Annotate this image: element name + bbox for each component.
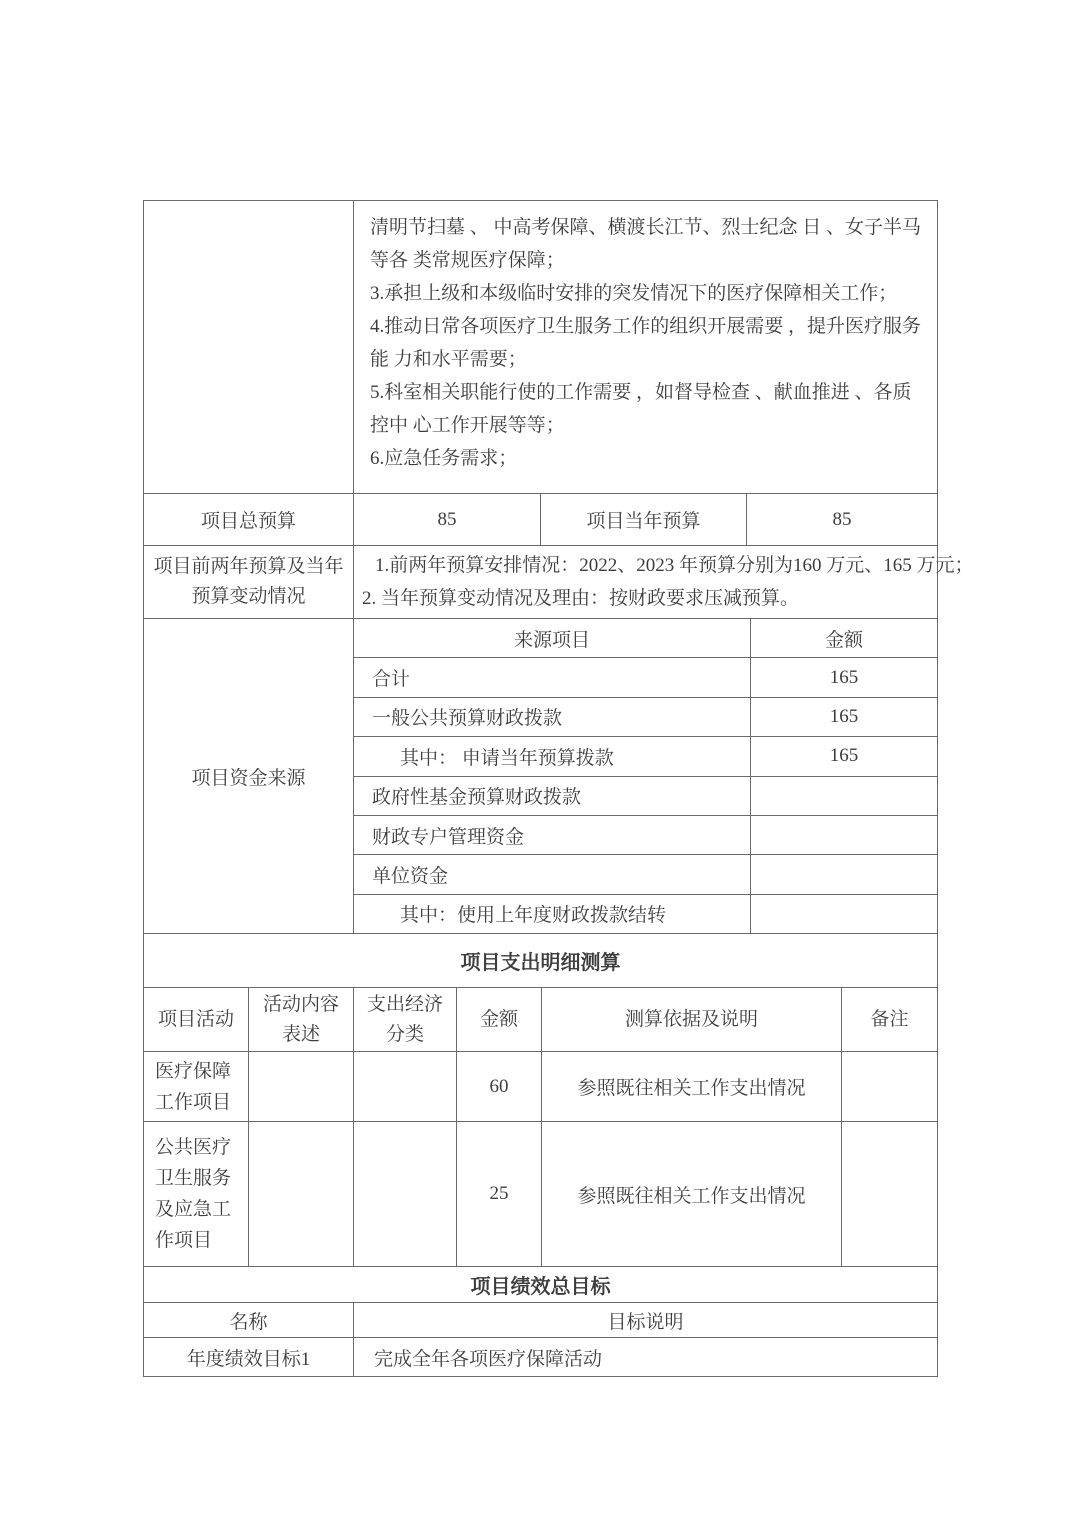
funding-row-name: 其中： 申请当年预算拨款 bbox=[400, 747, 614, 769]
expense-amount: 60 bbox=[456, 1052, 541, 1121]
funding-source-header: 来源项目 bbox=[513, 629, 590, 651]
funding-row-amount bbox=[750, 816, 937, 854]
funding-row-amount bbox=[750, 895, 937, 933]
funding-row-amount: 165 bbox=[750, 737, 937, 775]
funding-section bbox=[144, 618, 937, 933]
expense-header-amount: 金额 bbox=[456, 988, 541, 1051]
overview-line-1: 清明节扫墓 、 中高考保障、横渡长江节、烈士纪念 日 、女子半马等各 类常规医疗保障； bbox=[370, 217, 922, 271]
current-year-budget-label: 项目当年预算 bbox=[540, 494, 746, 545]
expense-basis: 参照既往相关工作支出情况 bbox=[541, 1122, 841, 1266]
funding-row-name: 政府性基金预算财政拨款 bbox=[372, 787, 582, 809]
funding-header-row bbox=[354, 619, 937, 657]
expense-note-cell bbox=[841, 1122, 937, 1266]
budget-document-table bbox=[143, 200, 974, 1377]
expense-basis: 参照既往相关工作支出情况 bbox=[541, 1052, 841, 1121]
expense-category-cell bbox=[353, 1052, 456, 1121]
expense-activity: 医疗保障工作项目 bbox=[155, 1060, 232, 1113]
overview-line-4: 5.科室相关职能行使的工作需要 ，如督导检查 、献血推进 、各质控中 心工作开展等等； bbox=[370, 382, 912, 436]
overview-label-cell-empty bbox=[144, 201, 353, 493]
funding-row-total bbox=[354, 657, 937, 696]
total-budget-value: 85 bbox=[353, 494, 540, 545]
overview-row bbox=[144, 201, 937, 493]
total-budget-label: 项目总预算 bbox=[200, 511, 296, 532]
performance-title-row bbox=[144, 1266, 937, 1302]
expense-amount: 25 bbox=[456, 1122, 541, 1266]
prior-budget-label bbox=[144, 546, 353, 618]
expense-content-cell bbox=[248, 1122, 353, 1266]
funding-row-name: 财政专户管理资金 bbox=[372, 826, 525, 848]
expense-header-row bbox=[144, 987, 937, 1051]
funding-section-label: 项目资金来源 bbox=[191, 767, 306, 789]
funding-row-general-public bbox=[354, 697, 937, 736]
funding-row-name: 其中：使用上年度财政拨款结转 bbox=[400, 905, 667, 927]
expense-row-medical-support bbox=[144, 1051, 937, 1121]
funding-subtable bbox=[353, 619, 937, 933]
funding-row-amount: 165 bbox=[750, 698, 937, 736]
funding-amount-header: 金额 bbox=[750, 619, 937, 657]
funding-row-government-fund bbox=[354, 776, 937, 815]
funding-row-unit-funds bbox=[354, 854, 937, 893]
performance-row-annual-goal-1 bbox=[144, 1337, 937, 1376]
expense-category-cell bbox=[353, 1122, 456, 1266]
funding-row-fiscal-special-account bbox=[354, 815, 937, 854]
expense-activity: 公共医疗卫生服务及应急工作项目 bbox=[155, 1137, 232, 1251]
overview-text-cell bbox=[353, 201, 937, 493]
overview-line-2: 3.承担上级和本级临时安排的突发情况下的医疗保障相关工作； bbox=[370, 283, 898, 304]
funding-row-name: 一般公共预算财政拨款 bbox=[372, 708, 563, 730]
expense-header-activity: 项目活动 bbox=[157, 1008, 234, 1030]
funding-row-carryover bbox=[354, 894, 937, 933]
performance-header-row bbox=[144, 1302, 937, 1337]
expense-header-content: 活动内容表述 bbox=[248, 988, 353, 1051]
expense-header-category: 支出经济分类 bbox=[353, 988, 456, 1051]
expense-section-title: 项目支出明细测算 bbox=[460, 952, 621, 974]
prior-budget-line-2: 2. 当年预算变动情况及理由：按财政要求压减预算。 bbox=[362, 588, 800, 609]
expense-row-public-health-emergency bbox=[144, 1121, 937, 1266]
funding-row-current-year-appropriation bbox=[354, 736, 937, 775]
prior-budget-label-line-1: 项目前两年预算及当年 bbox=[153, 556, 344, 577]
prior-budget-row bbox=[144, 545, 974, 618]
overview-line-3: 4.推动日常各项医疗卫生服务工作的组织开展需要 ，提升医疗服务能 力和水平需要； bbox=[370, 316, 922, 370]
funding-row-name: 合计 bbox=[372, 669, 411, 691]
current-year-budget-value: 85 bbox=[746, 494, 937, 545]
overview-line-5: 6.应急任务需求； bbox=[370, 448, 518, 469]
expense-content-cell bbox=[248, 1052, 353, 1121]
performance-section-title: 项目绩效总目标 bbox=[470, 1276, 611, 1298]
expense-title-row bbox=[144, 933, 937, 987]
funding-row-name: 单位资金 bbox=[372, 865, 449, 887]
funding-row-amount bbox=[750, 777, 937, 815]
performance-goal-name: 年度绩效目标1 bbox=[186, 1348, 311, 1370]
prior-budget-label-line-2: 预算变动情况 bbox=[191, 586, 306, 607]
funding-row-amount: 165 bbox=[750, 658, 937, 696]
performance-goal-desc: 完成全年各项医疗保障活动 bbox=[353, 1338, 937, 1376]
prior-budget-text-cell bbox=[353, 546, 974, 618]
performance-name-header: 名称 bbox=[229, 1311, 268, 1333]
expense-note-cell bbox=[841, 1052, 937, 1121]
performance-desc-header: 目标说明 bbox=[353, 1303, 937, 1337]
expense-header-note: 备注 bbox=[841, 988, 937, 1051]
prior-budget-line-1: 1.前两年预算安排情况：2022、2023 年预算分别为160 万元、165 万元； bbox=[375, 555, 974, 576]
budget-row bbox=[144, 493, 937, 545]
funding-row-amount bbox=[750, 855, 937, 893]
expense-header-basis: 测算依据及说明 bbox=[541, 988, 841, 1051]
